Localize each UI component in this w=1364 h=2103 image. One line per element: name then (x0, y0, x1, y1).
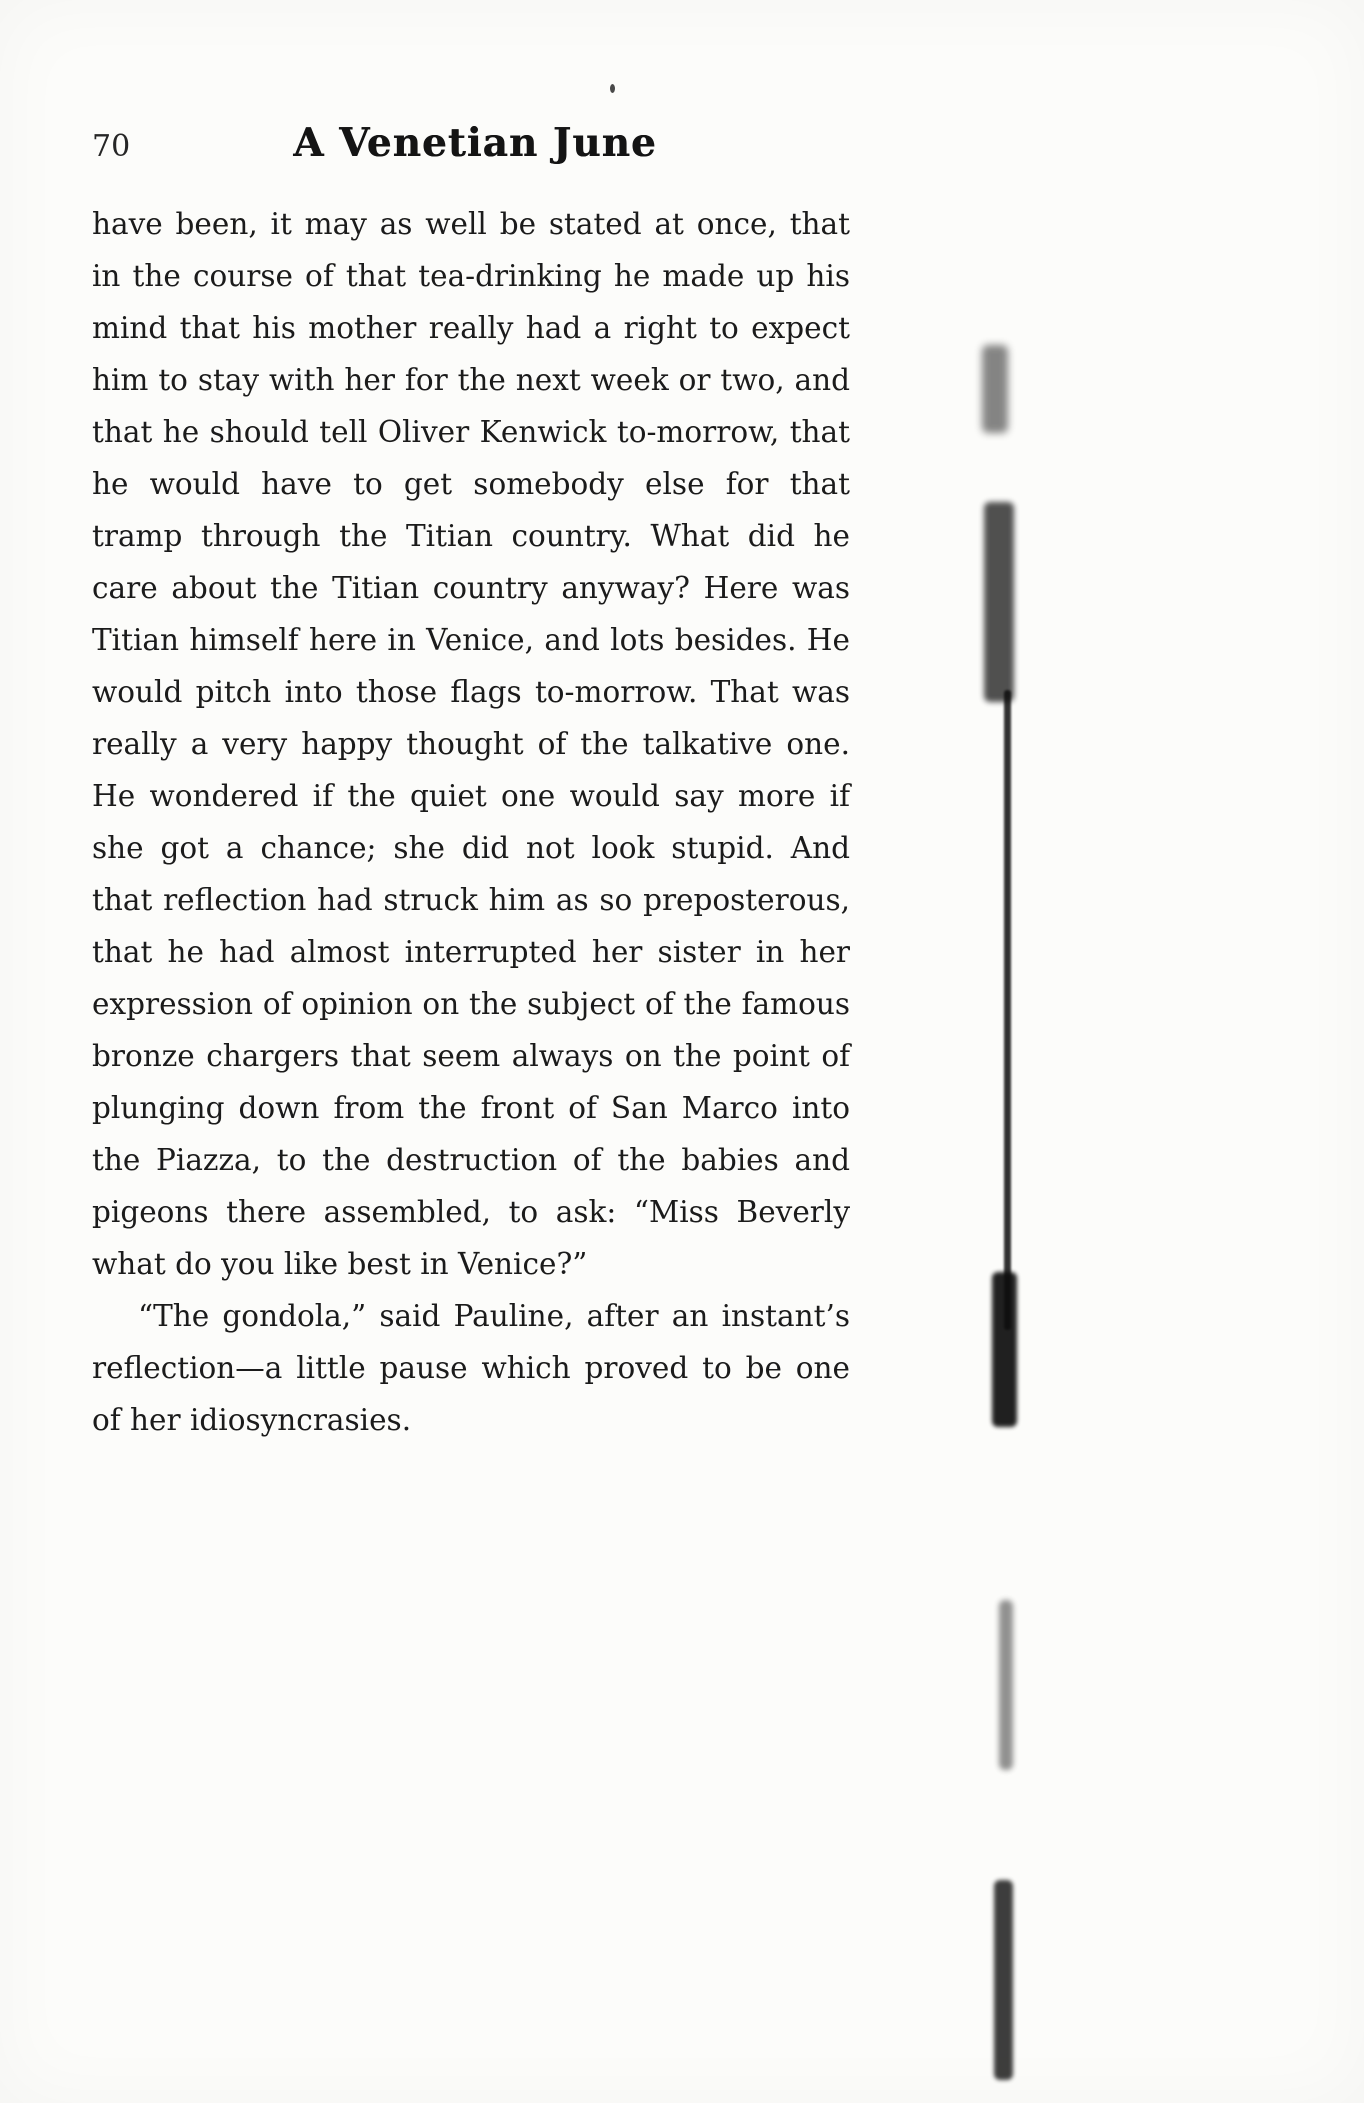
scan-artifact-speck (610, 84, 615, 93)
scan-artifact-blob (992, 1272, 1017, 1427)
paragraph: have been, it may as well be stated at once, that in the course of that tea-drinking he made up his mind that his mother really had a right to expect him to stay with her for the next week or two, and that he should tell Oliver Kenwick to-morrow, that he would have to get somebody else for that tramp through the Titian country. What did he care about the Titian country anyway? Here was Titian himself here in Venice, and lots besides. He would pitch into those flags to-morrow. That was really a very happy thought of the talkative one. He wondered if the quiet one would say more if she got a chance; she did not look stupid. And that reflection had struck him as so preposterous, that he had almost interrupted her sister in her expression of opinion on the subject of the famous bronze chargers that seem always on the point of plunging down from the front of San Marco into the Piazza, to the destruction of the babies and pigeons there assembled, to ask: “Miss Beverly what do you like best in Venice?” (92, 207, 850, 1281)
scan-artifact-thin-line (1004, 690, 1011, 1330)
paragraph: “The gondola,” said Pauline, after an instant’s reflection—a little pause which proved to be one of her idiosyncrasies. (92, 1299, 850, 1437)
page-header (92, 120, 848, 166)
scan-artifact-smudge-1 (982, 345, 1008, 433)
scan-artifact-bottom-streak (994, 1880, 1013, 2080)
page-body (92, 198, 850, 1446)
page-number: 70 (92, 129, 131, 164)
page-title: A Venetian June (293, 120, 657, 166)
scan-artifact-smudge-2 (984, 502, 1014, 702)
scan-artifact-smudge-3 (999, 1600, 1013, 1770)
